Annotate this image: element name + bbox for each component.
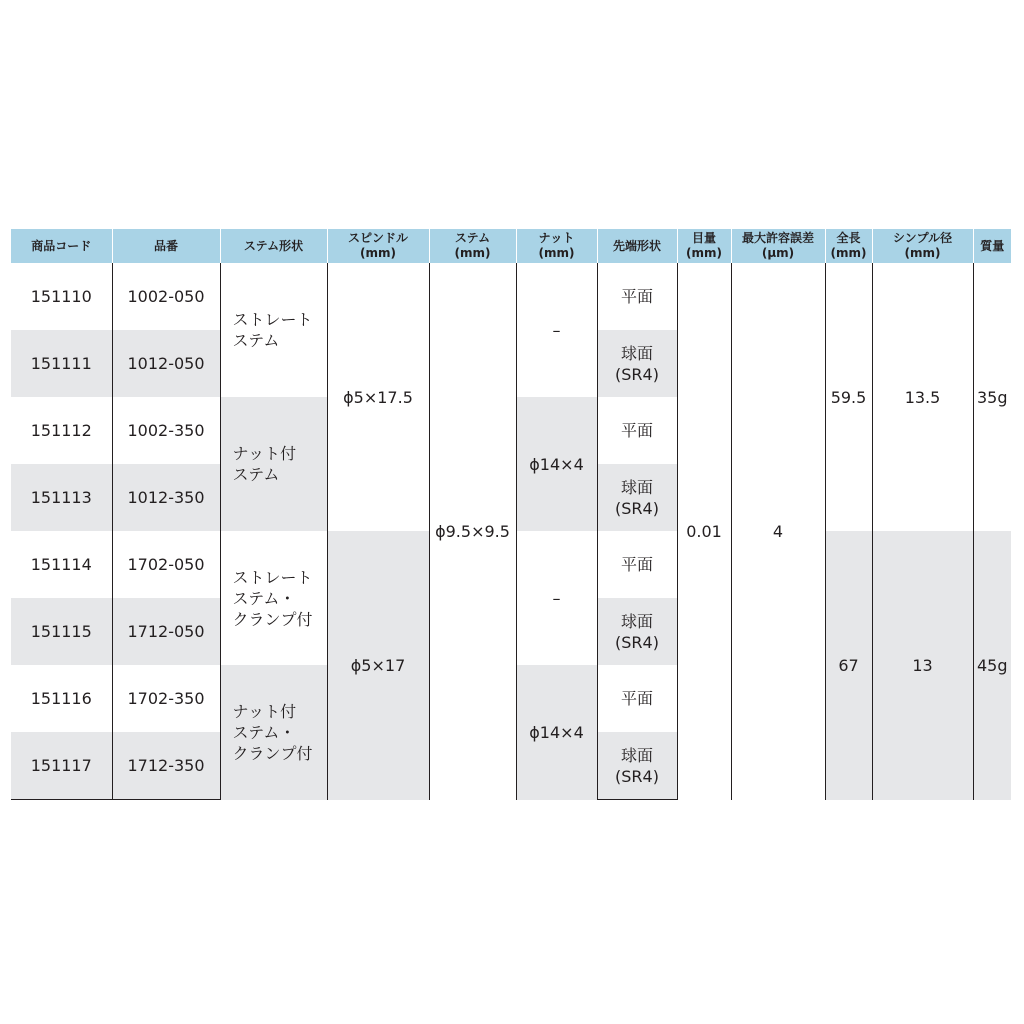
spec-table (11, 229, 1011, 800)
part-number-cell: 1012-050 (112, 330, 220, 397)
product-code-cell: 151116 (11, 665, 112, 732)
tip-shape-cell: 平面 (597, 665, 677, 732)
nut-cell: ϕ14×4 (516, 665, 597, 800)
stem-shape-cell: ストレート ステム・ クランプ付 (220, 531, 327, 665)
mass-cell: 35g (973, 263, 1011, 531)
tip-shape-cell: 平面 (597, 263, 677, 330)
graduation-cell: 0.01 (677, 263, 731, 800)
product-code-cell: 151113 (11, 464, 112, 531)
product-code-cell: 151115 (11, 598, 112, 665)
length-cell: 67 (825, 531, 872, 800)
spindle-cell: ϕ5×17 (327, 531, 429, 800)
tip-shape-cell: 平面 (597, 531, 677, 598)
part-number-cell: 1012-350 (112, 464, 220, 531)
tip-shape-cell: 球面 (SR4) (597, 330, 677, 397)
part-number-cell: 1712-350 (112, 732, 220, 800)
tip-shape-cell: 球面 (SR4) (597, 464, 677, 531)
header-max-error: 最大許容誤差 (μm) (731, 229, 825, 263)
tip-shape-cell: 平面 (597, 397, 677, 464)
part-number-cell: 1002-050 (112, 263, 220, 330)
product-code-cell: 151111 (11, 330, 112, 397)
header-graduation: 目量 (mm) (677, 229, 731, 263)
header-product-code: 商品コード (11, 229, 112, 263)
part-number-cell: 1702-350 (112, 665, 220, 732)
max-error-cell: 4 (731, 263, 825, 800)
header-part-number: 品番 (112, 229, 220, 263)
mass-cell: 45g (973, 531, 1011, 800)
header-mass: 質量 (973, 229, 1011, 263)
header-tip-shape: 先端形状 (597, 229, 677, 263)
nut-cell: – (516, 263, 597, 397)
nut-cell: – (516, 531, 597, 665)
thimble-cell: 13 (872, 531, 973, 800)
product-code-cell: 151110 (11, 263, 112, 330)
part-number-cell: 1712-050 (112, 598, 220, 665)
part-number-cell: 1702-050 (112, 531, 220, 598)
stem-shape-cell: ナット付 ステム (220, 397, 327, 531)
header-stem-shape: ステム形状 (220, 229, 327, 263)
product-code-cell: 151112 (11, 397, 112, 464)
thimble-cell: 13.5 (872, 263, 973, 531)
header-spindle: スピンドル (mm) (327, 229, 429, 263)
length-cell: 59.5 (825, 263, 872, 531)
header-row (11, 229, 1011, 263)
nut-cell: ϕ14×4 (516, 397, 597, 531)
stem-cell: ϕ9.5×9.5 (429, 263, 516, 800)
tip-shape-cell: 球面 (SR4) (597, 732, 677, 800)
header-nut: ナット (mm) (516, 229, 597, 263)
header-stem: ステム (mm) (429, 229, 516, 263)
tip-shape-cell: 球面 (SR4) (597, 598, 677, 665)
spindle-cell: ϕ5×17.5 (327, 263, 429, 531)
product-code-cell: 151114 (11, 531, 112, 598)
table-row (11, 263, 1011, 330)
stem-shape-cell: ストレート ステム (220, 263, 327, 397)
header-length: 全長 (mm) (825, 229, 872, 263)
header-thimble-diameter: シンプル径 (mm) (872, 229, 973, 263)
stem-shape-cell: ナット付 ステム・ クランプ付 (220, 665, 327, 800)
product-code-cell: 151117 (11, 732, 112, 800)
part-number-cell: 1002-350 (112, 397, 220, 464)
